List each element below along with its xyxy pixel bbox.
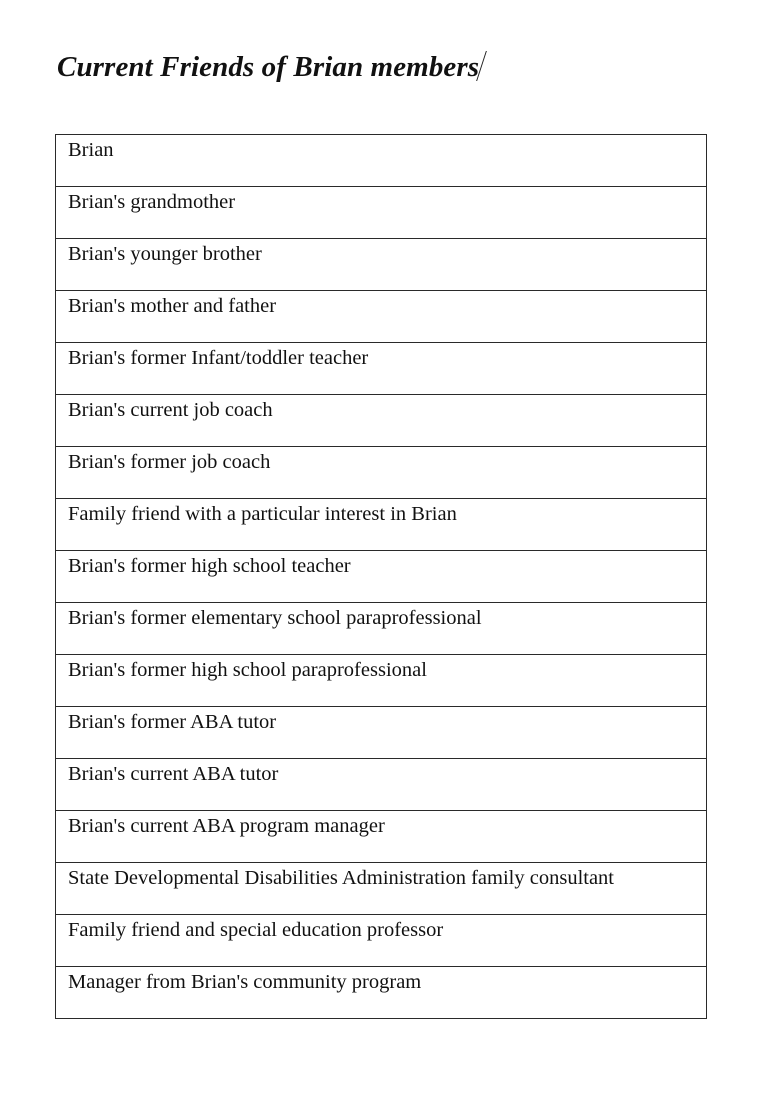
table-row [56, 551, 707, 603]
member-cell[interactable]: Brian's grandmother [56, 187, 707, 239]
member-cell[interactable]: Brian's former Infant/toddler teacher [56, 343, 707, 395]
member-cell[interactable]: Brian's mother and father [56, 291, 707, 343]
member-cell[interactable]: Brian's former elementary school paraprofessional [56, 603, 707, 655]
table-row [56, 239, 707, 291]
table-row [56, 187, 707, 239]
member-cell[interactable]: Family friend with a particular interest in Brian [56, 499, 707, 551]
table-row [56, 343, 707, 395]
document-title[interactable] [57, 47, 482, 87]
member-cell[interactable]: Family friend and special education professor [56, 915, 707, 967]
table-row [56, 655, 707, 707]
member-cell[interactable]: Brian's current ABA program manager [56, 811, 707, 863]
document-title-text: Current Friends of Brian members [57, 51, 480, 83]
table-row [56, 395, 707, 447]
member-cell[interactable]: Brian's current job coach [56, 395, 707, 447]
table-row [56, 967, 707, 1019]
table-row [56, 603, 707, 655]
member-cell[interactable]: Brian's former ABA tutor [56, 707, 707, 759]
table-row [56, 863, 707, 915]
member-cell[interactable]: Brian's former high school paraprofessional [56, 655, 707, 707]
table-row [56, 499, 707, 551]
member-cell[interactable]: Brian's former job coach [56, 447, 707, 499]
members-table-body [56, 135, 707, 1019]
member-cell[interactable]: Manager from Brian's community program [56, 967, 707, 1019]
table-row [56, 759, 707, 811]
members-table [55, 134, 707, 1019]
table-row [56, 915, 707, 967]
table-row [56, 707, 707, 759]
member-cell[interactable]: Brian [56, 135, 707, 187]
table-row [56, 811, 707, 863]
member-cell[interactable]: State Developmental Disabilities Administration family consultant [56, 863, 707, 915]
member-cell[interactable]: Brian's current ABA tutor [56, 759, 707, 811]
member-cell[interactable]: Brian's younger brother [56, 239, 707, 291]
table-row [56, 135, 707, 187]
table-row [56, 447, 707, 499]
member-cell[interactable]: Brian's former high school teacher [56, 551, 707, 603]
table-row [56, 291, 707, 343]
